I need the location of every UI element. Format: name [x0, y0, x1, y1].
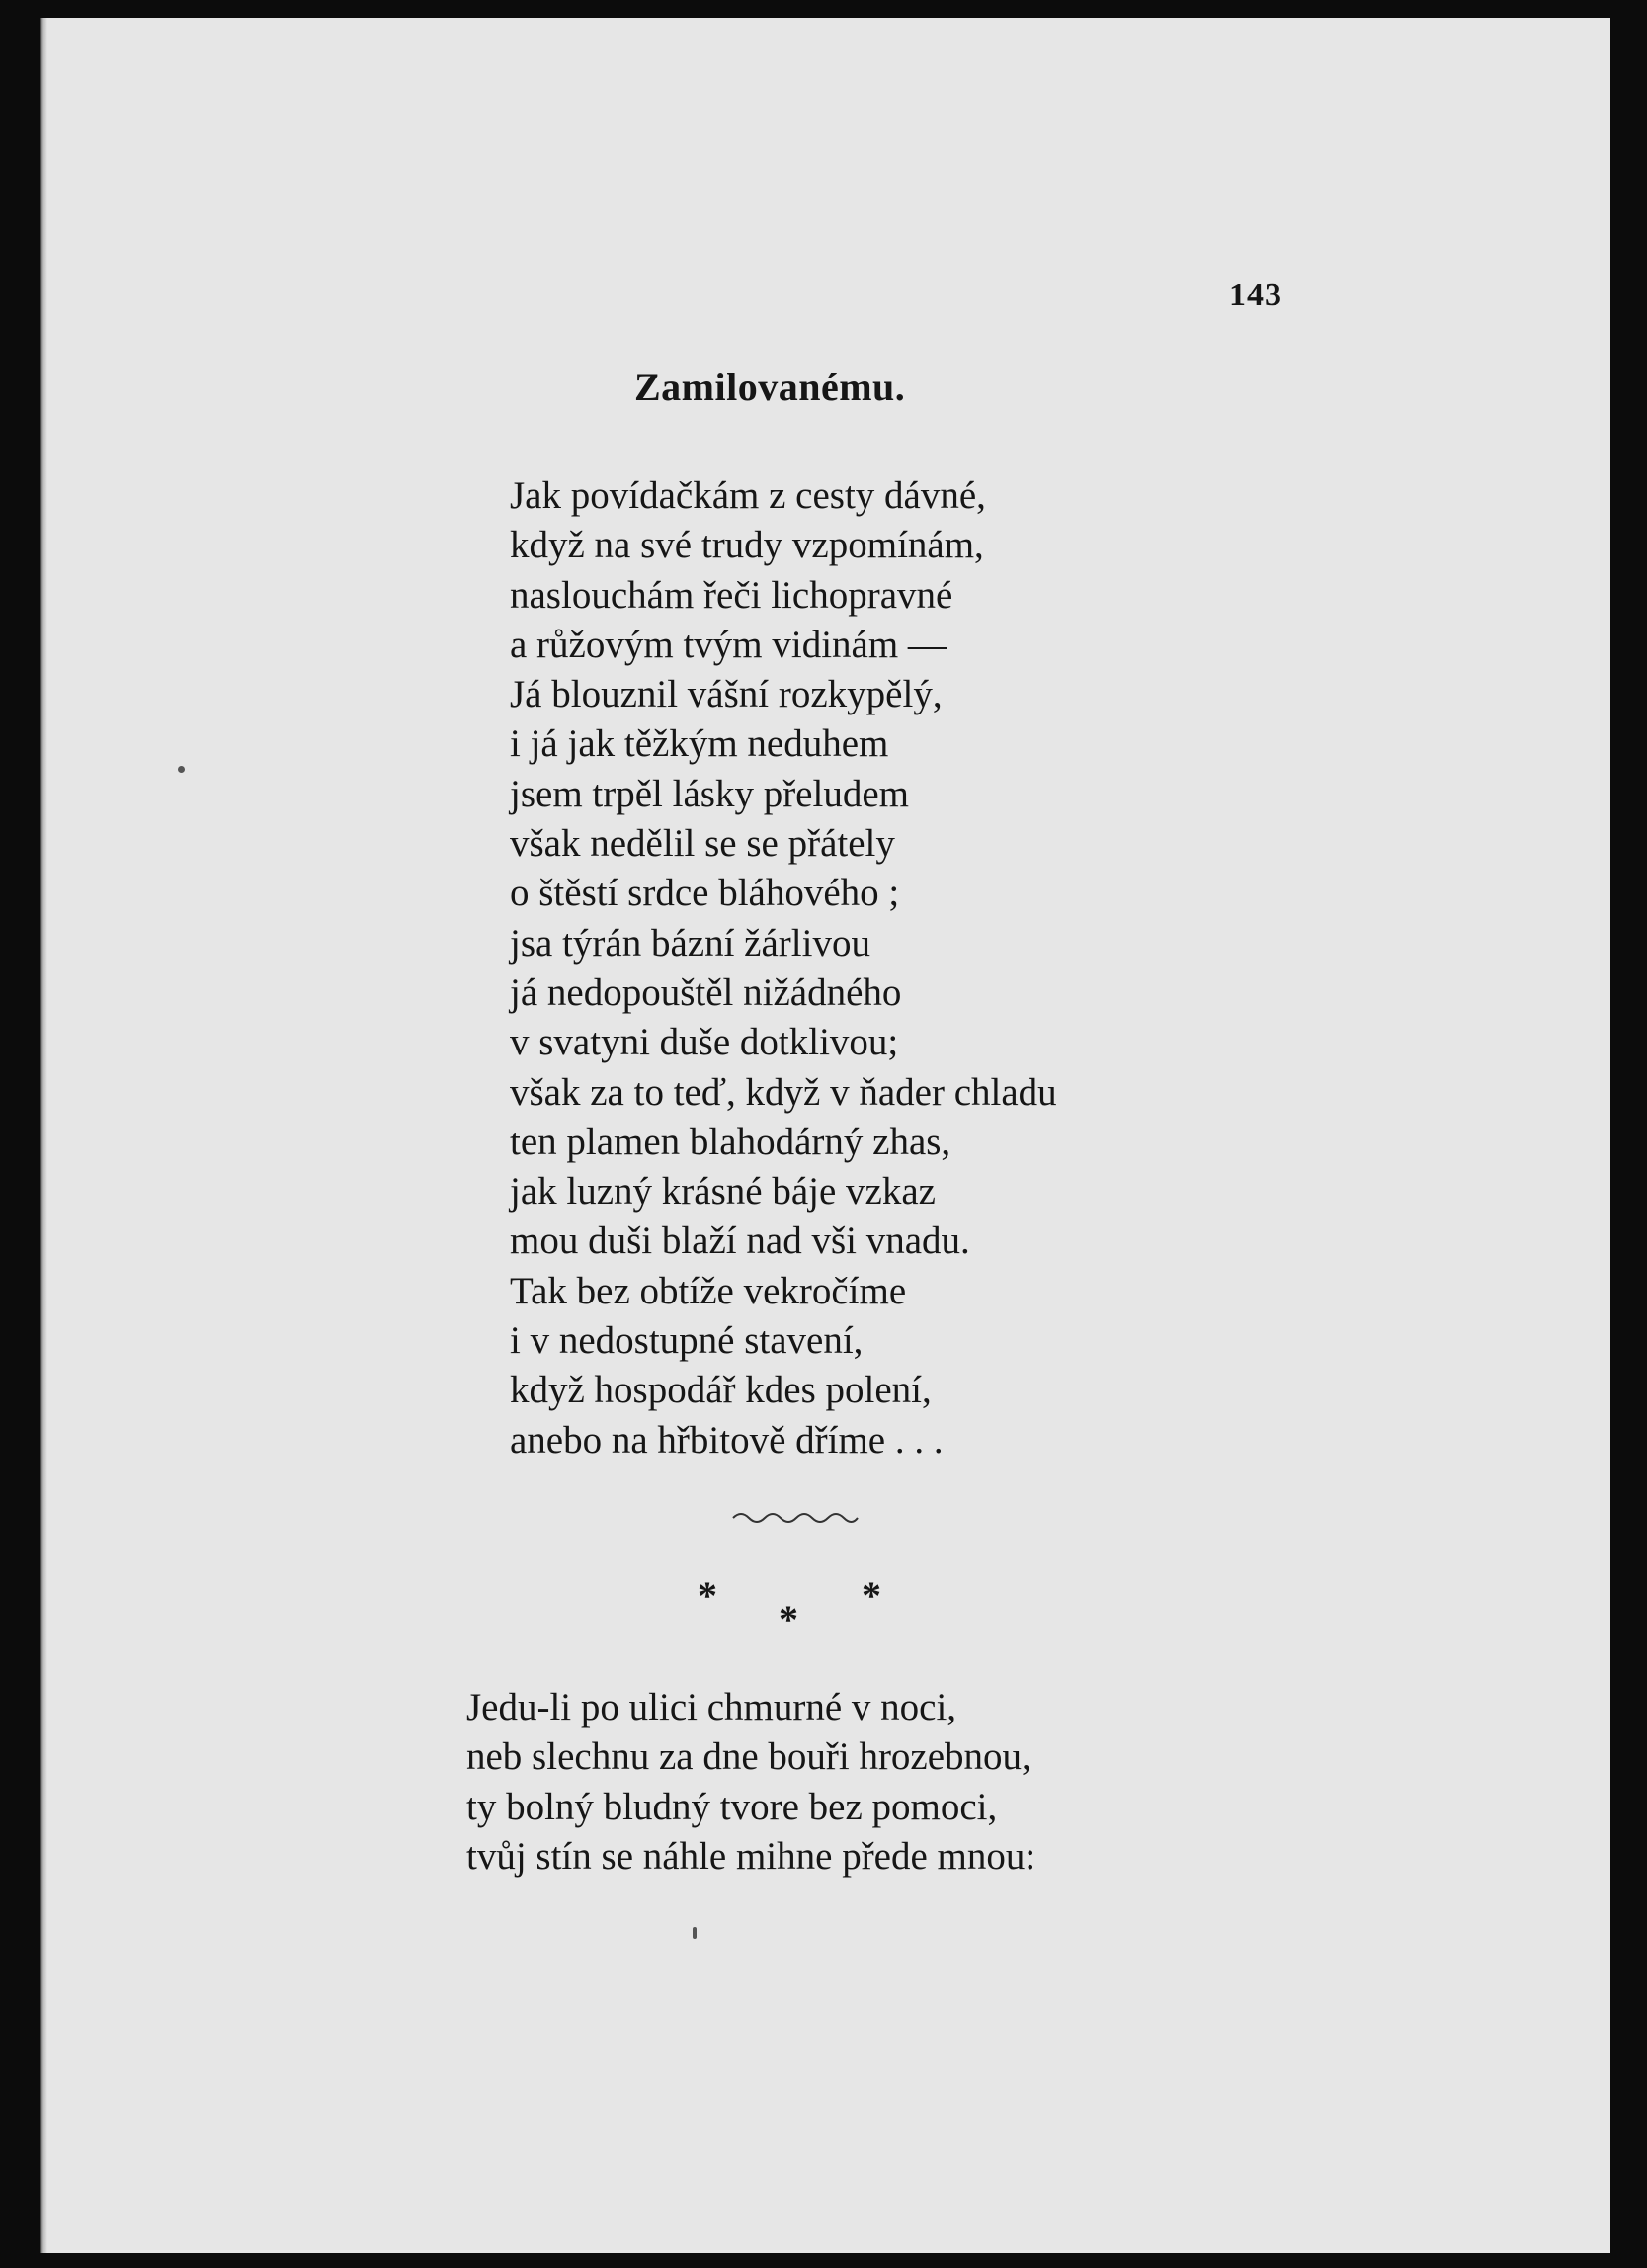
poem-line: jsa týrán bázní žárlivou: [510, 921, 870, 965]
poem-line: ten plamen blahodárný zhas,: [510, 1120, 951, 1163]
wavy-flourish-divider: [731, 1508, 860, 1526]
poem-line: naslouchám řeči lichopravné: [510, 573, 953, 617]
poem-line: Já blouznil vášní rozkypělý,: [510, 673, 943, 716]
poem-line: i já jak těžkým neduhem: [510, 722, 889, 766]
poem-line: tvůj stín se náhle mihne přede mnou:: [466, 1834, 1036, 1878]
poem-title: Zamilovanému.: [634, 365, 906, 409]
poem-line: o štěstí srdce bláhového ;: [510, 872, 900, 915]
poem-line: když hospodář kdes polení,: [510, 1369, 932, 1412]
poem-line: však nedělil se se přátely: [510, 822, 895, 866]
poem-line: mou duši blaží nad vši vnadu.: [510, 1219, 970, 1263]
poem-stanza-2: [466, 1683, 1035, 1882]
asterisk: *: [698, 1573, 717, 1618]
asterisk: *: [779, 1597, 798, 1641]
poem-line: Jedu-li po ulici chmurné v noci,: [466, 1686, 957, 1728]
poem-line: Jak povídačkám z cesty dávné,: [510, 474, 986, 517]
print-speck: [693, 1927, 697, 1939]
page-number: 143: [1229, 277, 1282, 313]
poem-stanza-1: [510, 471, 1057, 1466]
poem-line: jak luzný krásné báje vzkaz: [510, 1170, 936, 1214]
poem-line: jsem trpěl lásky přeludem: [510, 772, 909, 815]
poem-line: já nedopouštěl nižádného: [510, 970, 902, 1014]
poem-line: i v nedostupné stavení,: [510, 1319, 864, 1363]
poem-line: když na své trudy vzpomínám,: [510, 524, 984, 567]
poem-line: v svatyni duše dotklivou;: [510, 1021, 899, 1064]
poem-line: Tak bez obtíže vekročíme: [510, 1269, 907, 1312]
print-speck: [178, 766, 185, 773]
poem-line: anebo na hřbitově dříme . . .: [510, 1418, 944, 1462]
asterism-separator: [692, 1573, 889, 1645]
poem-line: však za to teď, když v ňader chladu: [510, 1070, 1057, 1114]
poem-line: neb slechnu za dne bouři hrozebnou,: [466, 1735, 1031, 1779]
asterisk: *: [862, 1573, 881, 1618]
poem-line: a růžovým tvým vidinám —: [510, 623, 947, 666]
page-edge-shadow: [40, 18, 47, 2253]
poem-line: ty bolný bludný tvore bez pomoci,: [466, 1785, 998, 1828]
